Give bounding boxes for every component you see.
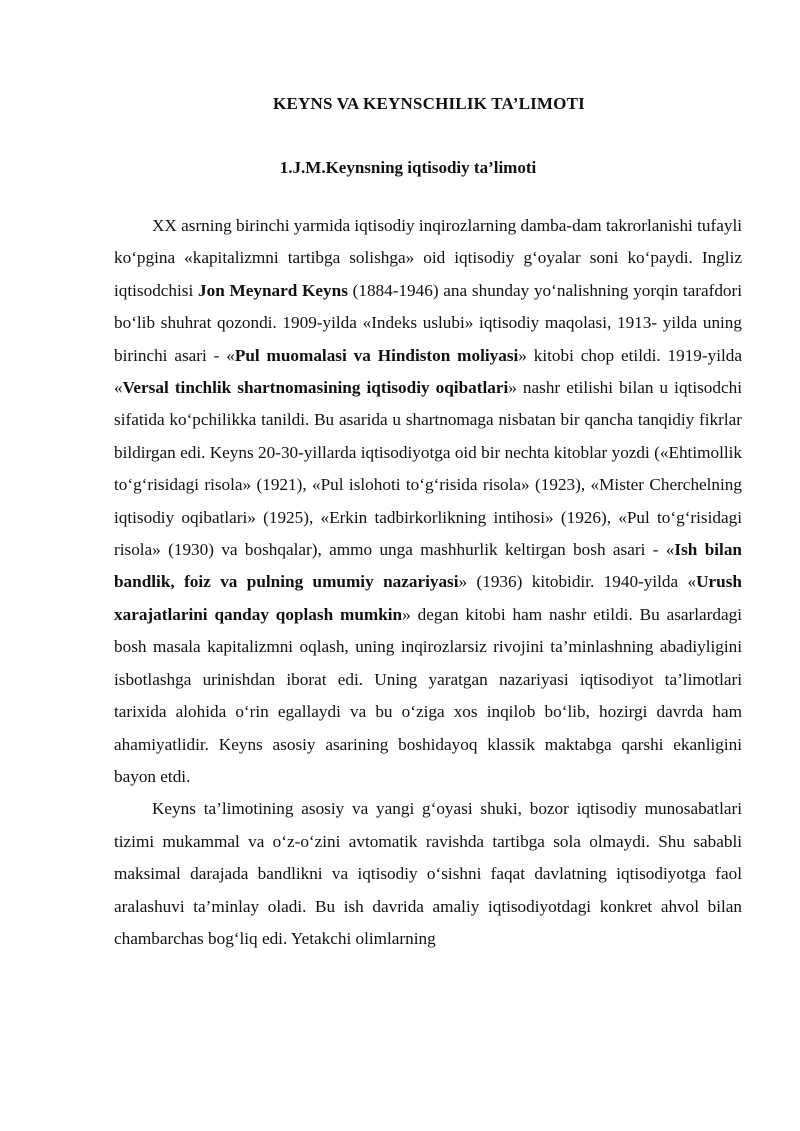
paragraph-1-text-3: » kitobi chop etildi. 1919-yilda « — [114, 345, 742, 398]
book-title-3: Ish bilan bandlik, foiz va pulning umumiy nazariyasi — [114, 540, 742, 592]
paragraph-1-text-5: » (1936) kitobidir. 1940-yilda « — [458, 572, 697, 592]
paragraph-1-text-4: » nashr etilishi bilan u iqtisodchi sifatida ko‘pchilikka tanildi. Bu asarida u shartnomaga nisbatan bir qancha tanqidiy fikrlar bildirgan edi. Keyns 20-30-yillarda iqtisodiyotga oid bir nechta kitoblar yozdi («Ehtimollik to‘g‘risidagi risola» (1921), «Pul islohoti to‘g‘risida risola» (1923), «Mister Cherchelning iqtisodiy oqibatlari» (1925), «Erkin tadbirkorlikning intihosi» (1926), «Pul to‘g‘risidagi risola» (1930) va boshqalar), ammo unga mashhurlik keltirgan bosh asari - « — [114, 378, 742, 560]
document-page — [114, 90, 742, 955]
paragraph-1-text-6: » degan kitobi ham nashr etildi. Bu asarlardagi bosh masala kapitalizmni oqlash, uning inqirozlarsiz rivojini ta’minlashning abadiyligini isbotlashga urinishdan iborat edi. Uning yaratgan nazariyasi iqtisodiyot ta’limotlari tarixida alohida o‘rin egallaydi va bu o‘ziga xos inqilob bo‘lib, hozirgi davrda ham ahamiyatlidir. Keyns asosiy asarining boshidayoq klassik maktabga qarshi ekanligini bayon etdi. — [114, 604, 742, 786]
paragraph-2: Keyns ta’limotining asosiy va yangi g‘oyasi shuki, bozor iqtisodiy munosabatlari tizimi mukammal va o‘z-o‘zini avtomatik ravishda tartibga sola olmaydi. Shu sababli maksimal darajada bandlikni va iqtisodiy o‘sishni faqat davlatning iqtisodiyotga faol aralashuvi ta’minlay oladi. Bu ish davrida amaliy iqtisodiyotdagi konkret ahvol bilan chambarchas bog‘liq edi. Yetakchi olimlarning — [114, 799, 742, 948]
author-name: Jon Meynard Keyns — [198, 280, 348, 300]
book-title-1: Pul muomalasi va Hindiston moliyasi — [234, 345, 519, 365]
book-title-4: Urush xarajatlarini qanday qoplash mumkin — [114, 572, 742, 624]
document-title: KEYNS VA KEYNSCHILIK TA’LIMOTI — [273, 94, 585, 113]
section-heading: 1.J.M.Keynsning iqtisodiy ta’limoti — [279, 158, 537, 177]
paragraph-1-text-1: XX asrning birinchi yarmida iqtisodiy inqirozlarning damba-dam takrorlanishi tufayli ko‘pgina «kapitalizmni tartibga solishga» oid iqtisodiy g‘oyalar soni ko‘paydi. Ingliz iqtisodchisi — [114, 216, 742, 300]
paragraph-1-text-2: (1884-1946) ana shunday yo‘nalishning yorqin tarafdori bo‘lib shuhrat qozondi. 1909-yilda «Indeks uslubi» iqtisodiy maqolasi, 1913- yilda uning birinchi asari - « — [114, 280, 743, 365]
paragraph-1 — [114, 210, 742, 793]
book-title-2: Versal tinchlik shartnomasining iqtisodiy oqibatlari — [122, 378, 509, 398]
